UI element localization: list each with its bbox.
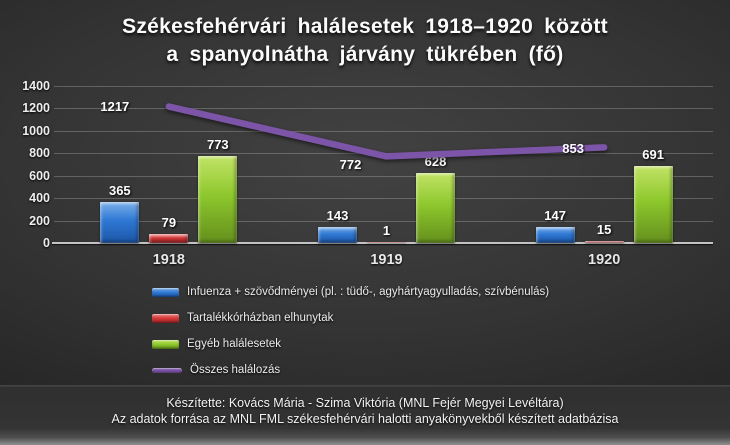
x-category-label: 1919 (370, 252, 403, 268)
legend-swatch-icon (152, 314, 179, 323)
legend-label: Tartalékkórházban elhunytak (187, 312, 334, 324)
legend-label: Összes halálozás (190, 364, 281, 376)
bar-value-label: 773 (206, 137, 229, 153)
y-tick-label: 1000 (22, 123, 50, 138)
bar-value-label: 147 (544, 207, 567, 223)
bar-value-label: 691 (642, 146, 665, 162)
y-tick-label: 1200 (22, 101, 50, 116)
line-point-label: 853 (562, 141, 585, 157)
legend-swatch-icon (152, 340, 179, 349)
bar-value-label: 1 (382, 222, 391, 238)
line-point-label: 772 (339, 157, 362, 173)
legend-item (152, 331, 549, 357)
legend-item (152, 357, 549, 383)
footer-credit-line: Készítette: Kovács Mária - Szima Viktória (MNL Fejér Megyei Levéltára) (166, 396, 564, 410)
total-deaths-line (60, 86, 713, 243)
chart-title-line2: a spanyolnátha járvány tükrében (fő) (166, 43, 564, 66)
legend-item (152, 279, 549, 305)
y-tick-label: 0 (43, 236, 50, 250)
footer-source-line: Az adatok forrása az MNL FML székesfehérvári halotti anyakönyvekből készített adatbázisa (111, 412, 619, 426)
x-category-label: 1920 (588, 252, 621, 268)
legend-item (152, 305, 549, 331)
y-tick-label: 400 (29, 191, 50, 206)
bar-value-label: 15 (596, 222, 612, 238)
chart-title-line1: Székesfehérvári halálesetek 1918–1920 között (122, 15, 608, 38)
x-category-label: 1918 (152, 252, 185, 268)
chart-title (0, 13, 730, 69)
y-tick-label: 1400 (22, 79, 50, 93)
y-tick-label: 200 (29, 213, 50, 228)
y-tick-label: 800 (29, 146, 50, 161)
line-point-label: 1217 (100, 98, 130, 114)
footer (0, 385, 730, 445)
legend-label: Egyéb halálesetek (187, 338, 281, 350)
bar-value-label: 628 (424, 153, 447, 169)
bar-value-label: 365 (108, 183, 131, 199)
bar-value-label: 143 (326, 207, 349, 223)
legend-swatch-icon (152, 368, 182, 373)
y-tick-label: 600 (29, 168, 50, 183)
total-deaths-polyline (169, 107, 604, 157)
plot-area (22, 79, 713, 268)
bar-value-label: 79 (161, 215, 177, 231)
legend-label: Infuenza + szövődményei (pl. : tüdő-, agyhártyagyulladás, szívbénulás) (187, 286, 550, 298)
legend (152, 279, 549, 383)
legend-swatch-icon (152, 288, 179, 297)
